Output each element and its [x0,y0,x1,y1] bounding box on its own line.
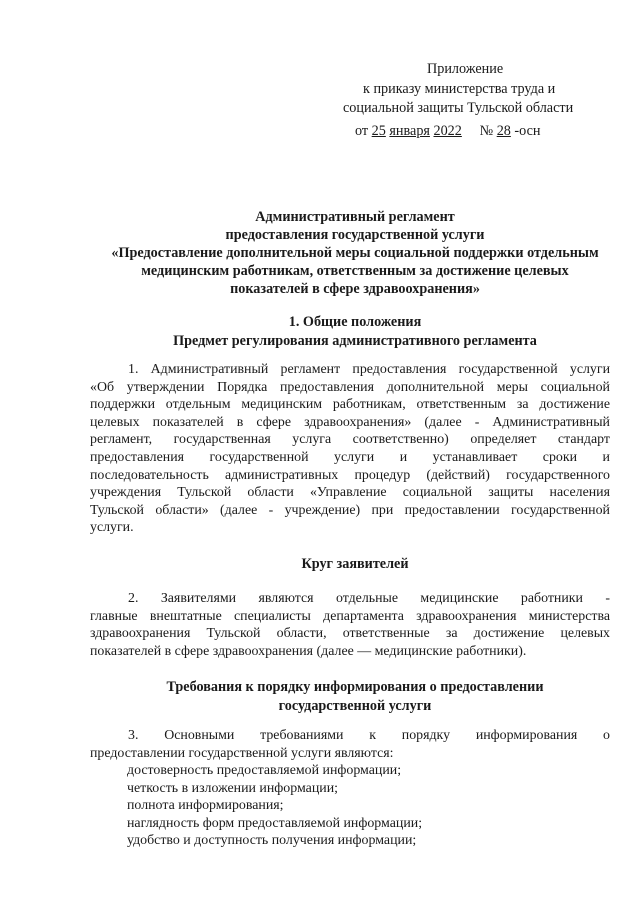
paragraph-line: поддержки отдельным медицинским работникам, ответственным за достижение [90,397,610,413]
heading-line: Предмет регулирования административного регламента [173,333,537,349]
section2-heading [80,555,630,574]
title-line: Административный регламент [255,209,455,225]
paragraph-line: целевых показателей в сфере здравоохранения» (далее - Административный [90,414,610,430]
paragraph-2 [90,590,610,660]
paragraph-line: 2. Заявителями являются отдельные медицинские работники - [128,591,610,606]
list-item: наглядность форм предоставляемой информации; [127,815,423,831]
list-item: полнота информирования; [127,798,284,814]
requirements-list [127,762,422,850]
title-line: предоставления государственной услуги [225,227,485,243]
list-item: достоверность предоставляемой информации; [127,763,402,778]
title-line: «Предоставление дополнительной меры социальной поддержки отдельным [111,245,599,261]
heading-line: государственной услуги [278,698,432,714]
number-value: 28 [496,122,511,139]
section1-heading [80,313,630,351]
date-year: 2022 [433,122,462,139]
date-prefix: от [355,122,372,139]
paragraph-line: 1. Административный регламент предоставления государственной услуги [128,362,610,377]
paragraph-line: 3. Основными требованиями к порядку информирования о [128,728,610,743]
number-suffix: -осн [514,122,541,139]
paragraph-1 [90,361,610,537]
heading-line: Круг заявителей [301,556,409,572]
date-day: 25 [371,122,386,139]
heading-line: 1. Общие положения [288,314,422,330]
paragraph-3 [90,727,610,762]
paragraph-line: последовательность административных процедур (действий) государственного [90,467,610,483]
appendix-ministry: социальной защиты Тульской области [343,100,574,116]
paragraph-line: услуги. [90,520,134,536]
paragraph-line: регламент, государственная услуга соответственно) определяет стандарт [90,432,610,448]
title-line: показателей в сфере здравоохранения» [230,281,480,297]
list-item: удобство и доступность получения информации; [127,833,417,849]
document-title [80,208,630,298]
number-prefix: № [479,122,494,139]
paragraph-line: показателей в сфере здравоохранения (далее — медицинские работники). [90,643,527,659]
date-month: января [389,122,430,139]
title-line: медицинским работникам, ответственным за достижение целевых [141,263,569,279]
appendix-block [330,60,610,141]
paragraph-line: «Об утверждении Порядка предоставления дополнительной меры социальной [90,379,610,395]
heading-line: Требования к порядку информирования о предоставлении [166,679,544,695]
appendix-order-ref: к приказу министерства труда и [363,80,556,97]
appendix-date-number [330,122,610,142]
paragraph-line: Тульской области» (далее - учреждение) при предоставлении государственной [90,502,610,518]
paragraph-line: предоставлении государственной услуги являются: [90,745,394,761]
paragraph-line: здравоохранения Тульской области, ответственные за достижение целевых [90,626,610,642]
list-item: четкость в изложении информации; [127,780,339,796]
paragraph-line: учреждения Тульской области «Управление социальной защиты населения [90,485,610,501]
paragraph-line: предоставления государственной услуги и устанавливает сроки и [90,449,610,465]
section3-heading [80,678,630,716]
paragraph-line: главные внештатные специалисты департамента здравоохранения министерства [90,608,610,624]
appendix-title: Приложение [427,61,504,77]
